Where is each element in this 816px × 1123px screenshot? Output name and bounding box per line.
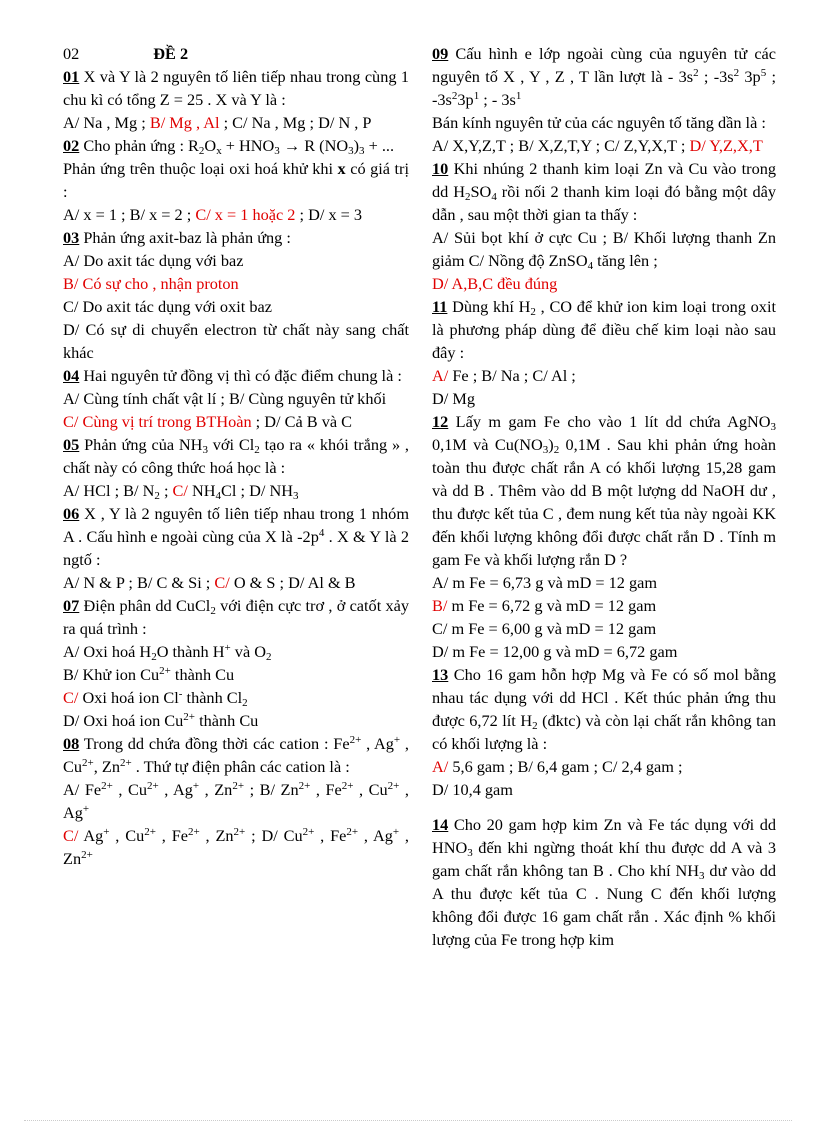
question-09: 09 Cấu hình e lớp ngoài cùng của nguyên tử các nguyên tố X , Y , Z , T lần lượt là - $3s^2$ ; $-3s^2$ $3p^5$ ; $-3s^23p^1$ ; - $3s^1$ Bán kính nguyên tử của các nguyên tố tăng dần là : A/ X,Y,Z,T ; B/ X,Z,T,Y ; C/ Z,Y,X,T ; D/ Y,Z,X,T bbox=[432, 44, 776, 155]
question-10: 10 Khi nhúng 2 thanh kim loại Zn và Cu vào trong dd $H_2SO_4$ rồi nối 2 thanh kim loại đó bằng một dây dẫn , sau một thời gian ta thấy : A/ Sủi bọt khí ở cực Cu ; B/ Khối lượng thanh Zn giảm C/ Nồng độ ZnSO$_4$ tăng lên ; D/ A,B,C đều đúng bbox=[432, 159, 777, 293]
question-01: 01 X và Y là 2 nguyên tố liên tiếp nhau trong cùng 1 chu kì có tổng Z = 25 . X và Y là : A/ Na , Mg ; B/ Mg , Al ; C/ Na , Mg ; D/ N , P bbox=[63, 67, 409, 132]
answer-b: B/ bbox=[432, 596, 448, 615]
right-column bbox=[432, 42, 776, 951]
answer-d: D/ Y,Z,X,T bbox=[689, 136, 763, 155]
answer-a: A/ bbox=[432, 366, 449, 385]
question-05: 05 Phản ứng của $NH_3$ với $Cl_2$ tạo ra « khói trắng » , chất này có công thức hoá học là : A/ HCl ; B/ $N_2$ ; C/ $NH_4Cl$ ; D/ $NH_3$ bbox=[63, 435, 409, 502]
question-08: 08 Trong dd chứa đồng thời các cation : $Fe^{2+}$ , Ag+ , $Cu^{2+}$, $Zn^{2+}$ . Thứ tự điện phân các cation là : A/ $Fe^{2+}$ , $Cu^{2+}$ , Ag+ , $Zn^{2+}$ ; B/ $Zn^{2+}$ , $Fe^{2+}$ , $Cu^{2+}$ , Ag+ C/ Ag+ , $Cu^{2+}$ , $Fe^{2+}$ , $Zn^{2+}$ ; D/ $Cu^{2+}$ , $Fe^{2+}$ , Ag+ , $Zn^{2+}$ bbox=[63, 734, 409, 868]
question-03: 03 Phản ứng axit-baz là phản ứng : A/ Do axit tác dụng với baz B/ Có sự cho , nhận proton C/ Do axit tác dụng với oxit baz D/ Có sự di chuyển electron từ chất này sang chất khác bbox=[63, 228, 409, 362]
left-column bbox=[63, 42, 409, 870]
question-13: 13 Cho 16 gam hỗn hợp Mg và Fe có số mol bằng nhau tác dụng với dd HCl . Kết thúc phản ứng thu được 6,72 lít $H_2$ (đktc) và còn lại chất rắn không tan có khối lượng là : A/ 5,6 gam ; B/ 6,4 gam ; C/ 2,4 gam ; D/ 10,4 gam bbox=[432, 665, 776, 799]
page-bottom-rule bbox=[24, 1120, 792, 1121]
question-07: 07 Điện phân dd CuCl$_2$ với điện cực trơ , ở catốt xảy ra quá trình : A/ Oxi hoá $H_2O$ thành H+ và $O_2$ B/ Khử ion $Cu^{2+}$ thành Cu C/ Oxi hoá ion Cl- thành $Cl_2$ D/ Oxi hoá ion $Cu^{2+}$ thành Cu bbox=[63, 596, 409, 730]
question-04: 04 Hai nguyên tử đồng vị thì có đặc điểm chung là : A/ Cùng tính chất vật lí ; B/ Cùng nguyên tử khối C/ Cùng vị trí trong BTHoàn ; D/ Cả B và C bbox=[63, 366, 402, 431]
answer-d: D/ A,B,C đều đúng bbox=[432, 274, 558, 293]
answer-b: B/ Mg , Al bbox=[149, 113, 220, 132]
answer-b: B/ Có sự cho , nhận proton bbox=[63, 274, 239, 293]
page-number: 02 bbox=[63, 44, 80, 63]
question-02: 02 Cho phản ứng : $R_2O_x + HNO_3 \to R$ $(NO_3)_3$ + ... Phản ứng trên thuộc loại oxi hoá khử khi x có giá trị : A/ x = 1 ; B/ x = 2 ; C/ x = 1 hoặc 2 ; D/ x = 3 bbox=[63, 136, 409, 224]
header-row bbox=[63, 42, 409, 65]
answer-a: A/ bbox=[432, 757, 449, 776]
answer-c: C/ bbox=[172, 481, 188, 500]
answer-c: C/ Cùng vị trí trong BTHoàn bbox=[63, 412, 252, 431]
question-14: 14 Cho 20 gam hợp kim Zn và Fe tác dụng với dd $HNO_3$ đến khi ngừng thoát khí thu được dd A và 3 gam chất rắn không tan B . Cho khí $NH_3$ dư vào dd A thu được kết tủa C . Nung C đến khối lượng không đổi được 16 gam chất rắn . Xác định % khối lượng của Fe trong hợp kim bbox=[432, 815, 776, 949]
question-06: 06 X , Y là 2 nguyên tố liên tiếp nhau trong 1 nhóm A . Cấu hình e ngoài cùng của X là $-2p^4$ . X & Y là 2 ngtố : A/ N & P ; B/ C & Si ; C/ O & S ; D/ Al & B bbox=[63, 504, 410, 592]
question-11: 11 Dùng khí $H_2$ , CO để khử ion kim loại trong oxit là phương pháp dùng để điều chế kim loại nào sau đây : A/ Fe ; B/ Na ; C/ Al ; D/ Mg bbox=[432, 297, 776, 408]
answer-c: C/ x = 1 hoặc 2 bbox=[195, 205, 296, 224]
exam-title: ĐỀ 2 bbox=[153, 44, 189, 63]
question-12: 12 Lấy m gam Fe cho vào 1 lít dd chứa AgNO$_3$ 0,1M và $Cu(NO_3)_2$ 0,1M . Sau khi phản ứng hoàn toàn thu được chất rắn A có khối lượng 15,28 gam và dd B . Thêm vào dd B một lượng dd NaOH dư , thu được kết tủa C , đem nung kết tủa này ngoài KK đến khối lượng không đổi được chất rắn D . Tính m gam Fe và khối lượng rắn D ? A/ m Fe = 6,73 g và mD = 12 gam B/ m Fe = 6,72 g và mD = 12 gam C/ m Fe = 6,00 g và mD = 12 gam D/ m Fe = 12,00 g và mD = 6,72 gam bbox=[432, 412, 776, 661]
